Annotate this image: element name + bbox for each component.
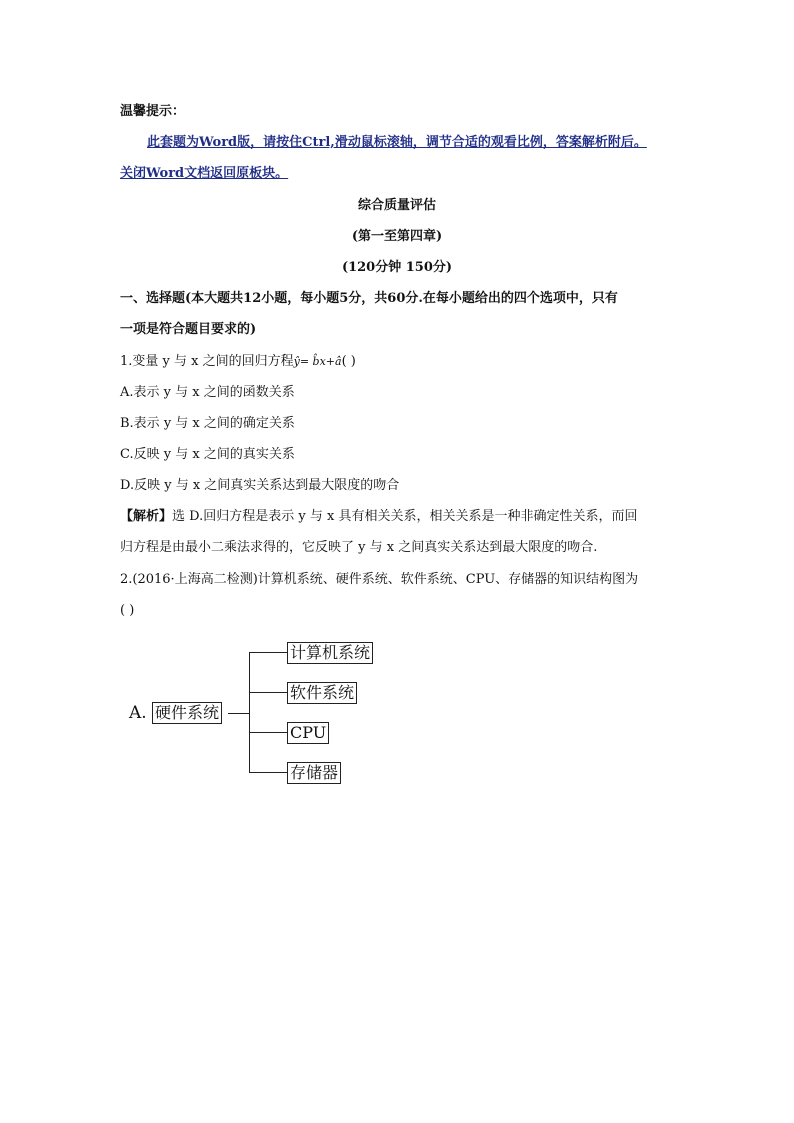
diagram-child-node-2: 软件系统: [287, 682, 357, 704]
branch-line-3: [249, 732, 287, 733]
regression-equation: ŷ= b̂x+â: [293, 355, 342, 368]
branch-line-1: [249, 652, 287, 653]
branch-line-4: [249, 772, 287, 773]
tip-title: 温馨提示：: [120, 104, 186, 119]
page-subtitle: (第一至第四章): [351, 229, 443, 244]
branch-line-2: [249, 692, 287, 693]
tip-line-1: 此套题为Word版，请按住Ctrl,滑动鼠标滚轴，调节合适的观看比例，答案解析附后。: [147, 135, 647, 150]
section-heading-line-1: 一、选择题(本大题共12小题，每小题5分，共60分.在每小题给出的四个选项中，只有: [120, 291, 618, 306]
question-1-option-c: C.反映 y 与 x 之间的真实关系: [120, 447, 295, 462]
analysis-text: 选 D.回归方程是表示 y 与 x 具有相关关系，相关关系是一种非确定性关系，而回: [172, 509, 638, 524]
analysis-label: 【解析】: [120, 509, 173, 524]
question-2-blank: ( ): [120, 603, 135, 618]
diagram-child-node-3: CPU: [287, 722, 329, 744]
answer-blank: ( ): [341, 354, 356, 369]
question-1-stem-text: 1.变量 y 与 x 之间的回归方程: [120, 354, 294, 369]
diagram-child-node-1: 计算机系统: [287, 642, 373, 664]
root-connector: [228, 713, 250, 714]
tip-line-2: 关闭Word文档返回原板块。: [120, 166, 289, 181]
question-1-analysis-line-2: 归方程是由最小二乘法求得的，它反映了 y 与 x 之间真实关系达到最大限度的吻合.: [120, 540, 598, 555]
question-1-option-d: D.反映 y 与 x 之间真实关系达到最大限度的吻合: [120, 478, 400, 493]
question-1-option-a: A.表示 y 与 x 之间的函数关系: [120, 385, 295, 400]
diagram-child-node-4: 存储器: [287, 762, 341, 784]
page-title: 综合质量评估: [357, 198, 436, 213]
diagram-root-node: 硬件系统: [152, 702, 222, 724]
question-1-option-b: B.表示 y 与 x 之间的确定关系: [120, 416, 295, 431]
option-a-label: A.: [129, 703, 147, 723]
question-2-stem: 2.(2016·上海高二检测)计算机系统、硬件系统、软件系统、CPU、存储器的知识结构图为: [120, 572, 639, 587]
section-heading-line-2: 一项是符合题目要求的): [120, 322, 257, 337]
time-score: (120分钟 150分): [341, 260, 453, 275]
branch-trunk: [249, 652, 250, 773]
